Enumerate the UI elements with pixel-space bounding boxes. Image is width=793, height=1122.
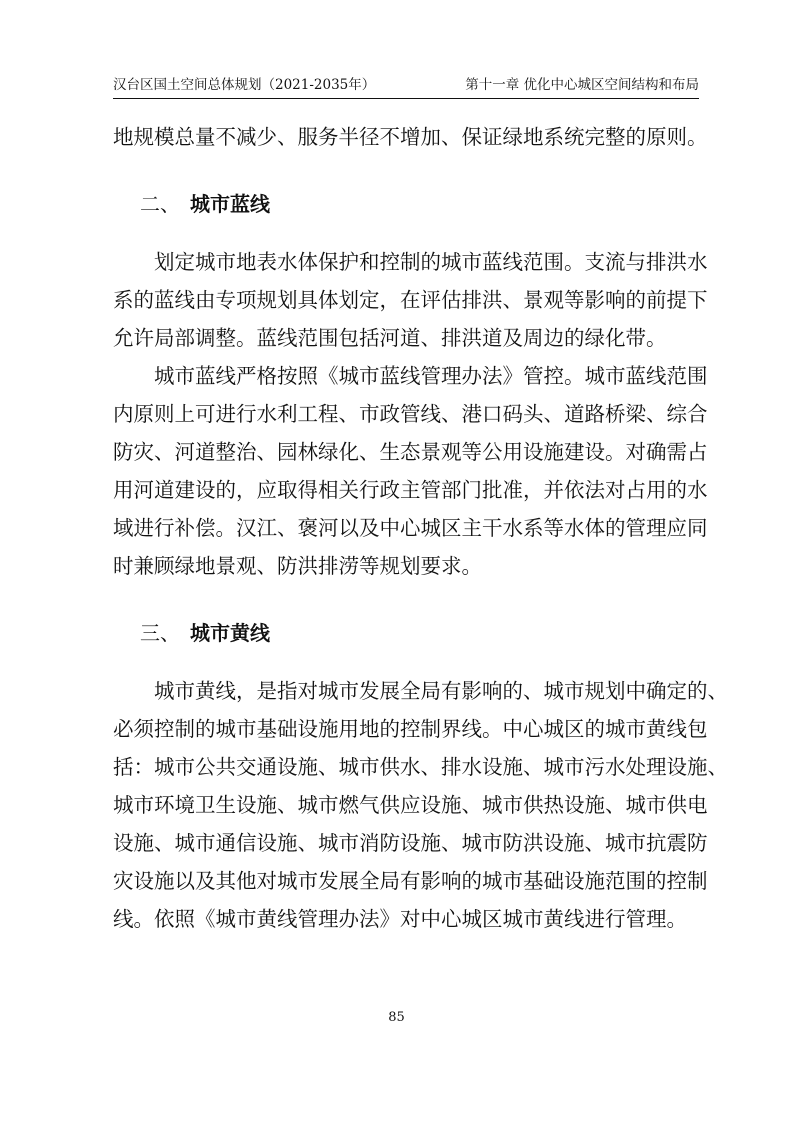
paragraph-line: 括：城市公共交通设施、城市供水、排水设施、城市污水处理设施、 <box>113 755 728 779</box>
paragraph-line: 城市环境卫生设施、城市燃气供应设施、城市供热设施、城市供电 <box>113 793 708 817</box>
paragraph-line: 允许局部调整。蓝线范围包括河道、排洪道及周边的绿化带。 <box>113 326 667 350</box>
header-chapter-title: 第十一章 优化中心城区空间结构和布局 <box>465 77 699 93</box>
section-2-number: 二、 <box>140 192 180 216</box>
paragraph-line: 时兼顾绿地景观、防洪排涝等规划要求。 <box>113 554 482 578</box>
section-2-heading <box>113 185 699 223</box>
section-2-title: 城市蓝线 <box>190 192 270 216</box>
paragraph-line: 用河道建设的，应取得相关行政主管部门批准，并依法对占用的水 <box>113 478 708 502</box>
section-2-paragraph-1 <box>113 243 708 357</box>
paragraph-line: 设施、城市通信设施、城市消防设施、城市防洪设施、城市抗震防 <box>113 831 708 855</box>
paragraph-line: 域进行补偿。汉江、褒河以及中心城区主干水系等水体的管理应同 <box>113 516 708 540</box>
section-3-paragraph-1 <box>113 672 728 938</box>
paragraph-line: 防灾、河道整治、园林绿化、生态景观等公用设施建设。对确需占 <box>113 440 708 464</box>
paragraph-line: 城市黄线，是指对城市发展全局有影响的、城市规划中确定的、 <box>154 679 728 703</box>
section-3-title: 城市黄线 <box>190 621 270 645</box>
page-number: 85 <box>388 1010 405 1025</box>
header-rule <box>113 98 699 99</box>
document-body <box>113 118 728 938</box>
paragraph-line: 灾设施以及其他对城市发展全局有影响的城市基础设施范围的控制 <box>113 869 708 893</box>
section-3-heading <box>113 614 699 652</box>
paragraph-line: 线。依照《城市黄线管理办法》对中心城区城市黄线进行管理。 <box>113 907 687 931</box>
paragraph-line: 内原则上可进行水利工程、市政管线、港口码头、道路桥梁、综合 <box>113 402 708 426</box>
paragraph-line: 必须控制的城市基础设施用地的控制界线。中心城区的城市黄线包 <box>113 717 708 741</box>
section-2-paragraph-2 <box>113 357 708 585</box>
paragraph-line: 系的蓝线由专项规划具体划定，在评估排洪、景观等影响的前提下 <box>113 288 708 312</box>
paragraph-line: 划定城市地表水体保护和控制的城市蓝线范围。支流与排洪水 <box>154 250 708 274</box>
paragraph-line: 城市蓝线严格按照《城市蓝线管理办法》管控。城市蓝线范围 <box>154 364 708 388</box>
intro-line: 地规模总量不减少、服务半径不增加、保证绿地系统完整的原则。 <box>113 125 708 149</box>
header-document-title: 汉台区国土空间总体规划（2021-2035年） <box>113 77 376 93</box>
page-header <box>113 76 699 98</box>
section-3-number: 三、 <box>140 621 180 645</box>
